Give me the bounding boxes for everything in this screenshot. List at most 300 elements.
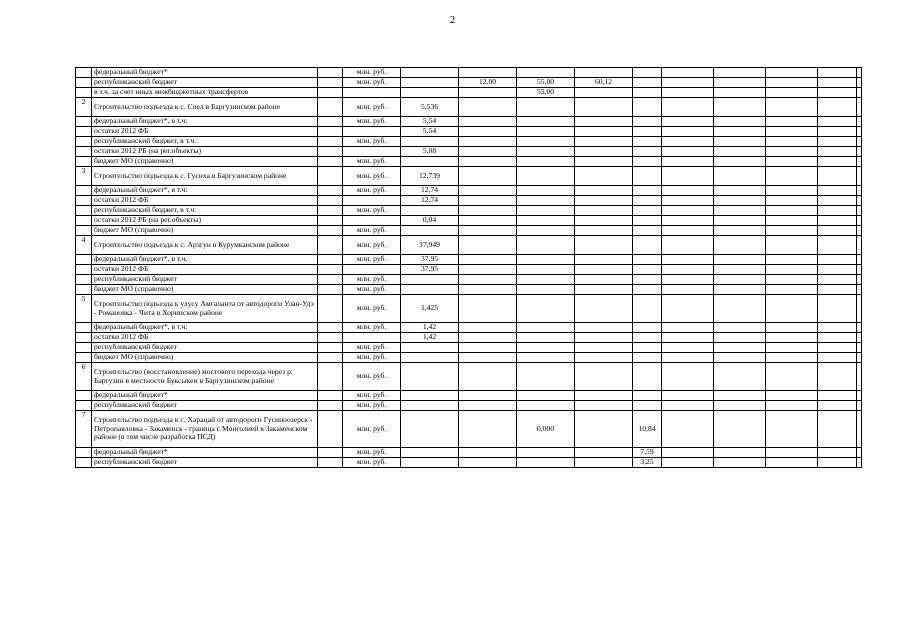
value-cell — [818, 157, 857, 167]
item-description: республиканский бюджет, в т.ч.: — [92, 137, 318, 147]
item-description: республиканский бюджет — [92, 343, 318, 353]
table-row — [76, 448, 862, 458]
value-cell — [766, 363, 818, 391]
value-cell — [459, 363, 517, 391]
value-cell — [818, 295, 857, 323]
row-number — [76, 186, 92, 196]
value-cell — [633, 127, 662, 137]
unit-cell: млн. руб. — [343, 117, 401, 127]
item-description: бюджет МО (справочно) — [92, 157, 318, 167]
value-cell — [714, 343, 766, 353]
row-number — [76, 157, 92, 167]
item-description: республиканский бюджет — [92, 78, 318, 88]
row-number: 6 — [76, 363, 92, 391]
value-cell — [714, 127, 766, 137]
blank-cell — [318, 255, 343, 265]
table-row — [76, 236, 862, 255]
table-row — [76, 265, 862, 275]
blank-cell — [318, 88, 343, 98]
value-cell — [662, 157, 714, 167]
blank-cell — [318, 196, 343, 206]
value-cell — [714, 391, 766, 401]
value-cell — [818, 343, 857, 353]
value-cell — [857, 391, 862, 401]
value-cell — [766, 68, 818, 78]
value-cell — [766, 323, 818, 333]
value-cell — [459, 186, 517, 196]
blank-cell — [318, 127, 343, 137]
value-cell — [459, 147, 517, 157]
row-number: 3 — [76, 167, 92, 186]
value-cell — [575, 216, 633, 226]
value-cell: 12,00 — [459, 78, 517, 88]
blank-cell — [318, 295, 343, 323]
value-cell — [714, 363, 766, 391]
value-cell — [517, 157, 575, 167]
value-cell — [633, 401, 662, 411]
row-number — [76, 216, 92, 226]
value-cell — [401, 88, 459, 98]
value-cell — [662, 147, 714, 157]
value-cell — [766, 458, 818, 468]
value-cell — [575, 448, 633, 458]
unit-cell: млн. руб. — [343, 391, 401, 401]
unit-cell: млн. руб. — [343, 98, 401, 117]
value-cell — [517, 275, 575, 285]
value-cell — [714, 226, 766, 236]
value-cell — [714, 206, 766, 216]
value-cell — [633, 285, 662, 295]
blank-cell — [318, 323, 343, 333]
item-description: федеральный бюджет*, в т.ч: — [92, 323, 318, 333]
value-cell — [714, 137, 766, 147]
blank-cell — [318, 117, 343, 127]
value-cell — [766, 196, 818, 206]
unit-cell: млн. руб. — [343, 343, 401, 353]
value-cell — [633, 68, 662, 78]
value-cell — [714, 147, 766, 157]
value-cell — [459, 127, 517, 137]
value-cell — [766, 353, 818, 363]
item-description: республиканский бюджет, в т.ч: — [92, 206, 318, 216]
blank-cell — [318, 401, 343, 411]
value-cell — [401, 353, 459, 363]
value-cell: 12,74 — [401, 186, 459, 196]
item-description: федеральный бюджет* — [92, 68, 318, 78]
value-cell — [575, 401, 633, 411]
value-cell — [459, 391, 517, 401]
value-cell — [459, 255, 517, 265]
value-cell: 37,95 — [401, 265, 459, 275]
value-cell — [714, 275, 766, 285]
value-cell — [662, 285, 714, 295]
value-cell — [766, 343, 818, 353]
value-cell — [818, 323, 857, 333]
value-cell — [766, 117, 818, 127]
item-description: бюджет МО (справочно) — [92, 285, 318, 295]
value-cell — [459, 343, 517, 353]
row-number — [76, 88, 92, 98]
value-cell — [575, 147, 633, 157]
value-cell — [401, 68, 459, 78]
value-cell: 0,04 — [401, 216, 459, 226]
value-cell — [633, 236, 662, 255]
value-cell — [857, 206, 862, 216]
value-cell — [818, 353, 857, 363]
value-cell — [459, 167, 517, 186]
item-description: Строительство (восстановление) мостового перехода через р. Баргузин в местности Буксыкен в Баргузинском районе — [92, 363, 318, 391]
row-number — [76, 265, 92, 275]
value-cell — [857, 265, 862, 275]
value-cell — [633, 147, 662, 157]
table-row — [76, 295, 862, 323]
value-cell — [766, 167, 818, 186]
value-cell — [818, 117, 857, 127]
value-cell — [633, 391, 662, 401]
blank-cell — [318, 353, 343, 363]
value-cell — [818, 448, 857, 458]
value-cell — [662, 323, 714, 333]
value-cell — [766, 147, 818, 157]
value-cell — [401, 343, 459, 353]
value-cell — [401, 78, 459, 88]
value-cell — [575, 167, 633, 186]
value-cell — [714, 458, 766, 468]
value-cell — [662, 78, 714, 88]
value-cell — [818, 411, 857, 448]
value-cell — [714, 323, 766, 333]
value-cell — [662, 391, 714, 401]
value-cell — [766, 333, 818, 343]
unit-cell: млн. руб. — [343, 157, 401, 167]
item-description: Строительство подъезда к с. Гусиха в Баргузинском районе — [92, 167, 318, 186]
value-cell — [714, 295, 766, 323]
row-number — [76, 137, 92, 147]
row-number: 4 — [76, 236, 92, 255]
value-cell — [857, 353, 862, 363]
row-number — [76, 127, 92, 137]
unit-cell: млн. руб. — [343, 255, 401, 265]
value-cell — [662, 88, 714, 98]
value-cell — [766, 137, 818, 147]
value-cell — [517, 196, 575, 206]
table-row — [76, 186, 862, 196]
value-cell — [459, 265, 517, 275]
value-cell — [857, 458, 862, 468]
value-cell: 0,000 — [517, 411, 575, 448]
value-cell — [662, 236, 714, 255]
value-cell — [517, 206, 575, 216]
value-cell — [401, 285, 459, 295]
value-cell — [517, 117, 575, 127]
value-cell: 60,12 — [575, 78, 633, 88]
value-cell — [459, 157, 517, 167]
value-cell — [766, 275, 818, 285]
value-cell — [818, 78, 857, 88]
table-row — [76, 363, 862, 391]
row-number — [76, 206, 92, 216]
value-cell — [459, 137, 517, 147]
value-cell — [459, 68, 517, 78]
unit-cell — [343, 333, 401, 343]
row-number: 2 — [76, 98, 92, 117]
value-cell — [857, 343, 862, 353]
value-cell — [857, 226, 862, 236]
value-cell — [714, 167, 766, 186]
value-cell — [662, 333, 714, 343]
value-cell — [633, 137, 662, 147]
value-cell — [766, 98, 818, 117]
value-cell — [818, 186, 857, 196]
value-cell — [857, 236, 862, 255]
item-description: остатки 2012 ФБ — [92, 333, 318, 343]
value-cell — [517, 353, 575, 363]
value-cell — [633, 98, 662, 117]
value-cell — [633, 275, 662, 285]
table-row — [76, 285, 862, 295]
value-cell — [517, 401, 575, 411]
unit-cell: млн. руб. — [343, 323, 401, 333]
value-cell — [633, 157, 662, 167]
row-number — [76, 275, 92, 285]
value-cell — [662, 137, 714, 147]
value-cell — [662, 275, 714, 285]
value-cell — [662, 127, 714, 137]
value-cell — [818, 363, 857, 391]
unit-cell: млн. руб. — [343, 448, 401, 458]
unit-cell: млн. руб. — [343, 401, 401, 411]
value-cell — [517, 147, 575, 157]
value-cell — [401, 391, 459, 401]
value-cell — [662, 196, 714, 206]
value-cell — [662, 68, 714, 78]
value-cell — [633, 216, 662, 226]
unit-cell — [343, 127, 401, 137]
value-cell — [401, 137, 459, 147]
value-cell — [517, 127, 575, 137]
value-cell — [401, 363, 459, 391]
value-cell — [818, 275, 857, 285]
value-cell — [766, 391, 818, 401]
blank-cell — [318, 157, 343, 167]
value-cell — [517, 255, 575, 265]
unit-cell: млн. руб. — [343, 275, 401, 285]
value-cell — [401, 448, 459, 458]
value-cell — [662, 117, 714, 127]
item-description: Строительство подъезда к с. Харацай от автодороги Гусиноозерск - Петропавловка - Закаменск - граница с Монголией в Закаменском районе (в том числе разработка ПСД) — [92, 411, 318, 448]
value-cell — [575, 391, 633, 401]
row-number — [76, 333, 92, 343]
blank-cell — [318, 226, 343, 236]
value-cell — [662, 265, 714, 275]
value-cell — [857, 147, 862, 157]
value-cell — [517, 167, 575, 186]
row-number — [76, 147, 92, 157]
row-number — [76, 323, 92, 333]
value-cell — [818, 206, 857, 216]
value-cell — [714, 285, 766, 295]
row-number: 7 — [76, 411, 92, 448]
value-cell — [517, 226, 575, 236]
unit-cell: млн. руб. — [343, 137, 401, 147]
table-row — [76, 78, 862, 88]
value-cell — [575, 285, 633, 295]
value-cell — [714, 157, 766, 167]
row-number — [76, 196, 92, 206]
value-cell — [818, 236, 857, 255]
value-cell — [857, 275, 862, 285]
item-description: федеральный бюджет*, в т.ч: — [92, 186, 318, 196]
value-cell — [766, 127, 818, 137]
table-row — [76, 343, 862, 353]
value-cell — [575, 68, 633, 78]
unit-cell: млн. руб. — [343, 226, 401, 236]
row-number — [76, 343, 92, 353]
blank-cell — [318, 391, 343, 401]
unit-cell: млн. руб. — [343, 353, 401, 363]
row-number — [76, 448, 92, 458]
value-cell — [575, 98, 633, 117]
value-cell — [818, 98, 857, 117]
value-cell: 5,54 — [401, 117, 459, 127]
value-cell — [459, 216, 517, 226]
table-row — [76, 68, 862, 78]
value-cell — [714, 333, 766, 343]
table-row — [76, 401, 862, 411]
value-cell — [575, 196, 633, 206]
value-cell — [517, 323, 575, 333]
value-cell — [857, 127, 862, 137]
value-cell — [517, 265, 575, 275]
table-row — [76, 137, 862, 147]
value-cell — [857, 98, 862, 117]
value-cell — [633, 226, 662, 236]
value-cell — [818, 167, 857, 186]
unit-cell: млн. руб. — [343, 363, 401, 391]
value-cell — [857, 78, 862, 88]
value-cell — [517, 363, 575, 391]
value-cell — [857, 196, 862, 206]
blank-cell — [318, 147, 343, 157]
value-cell — [766, 411, 818, 448]
item-description: федеральный бюджет*, в т.ч: — [92, 117, 318, 127]
value-cell — [857, 68, 862, 78]
value-cell — [575, 353, 633, 363]
item-description: федеральный бюджет* — [92, 391, 318, 401]
value-cell — [857, 216, 862, 226]
value-cell — [662, 343, 714, 353]
value-cell — [633, 343, 662, 353]
value-cell — [401, 226, 459, 236]
value-cell — [766, 88, 818, 98]
blank-cell — [318, 458, 343, 468]
value-cell — [857, 137, 862, 147]
value-cell — [714, 186, 766, 196]
unit-cell — [343, 147, 401, 157]
value-cell: 12,74 — [401, 196, 459, 206]
value-cell — [517, 285, 575, 295]
table-row — [76, 147, 862, 157]
value-cell — [575, 186, 633, 196]
blank-cell — [318, 216, 343, 226]
page-number: 2 — [449, 14, 456, 26]
blank-cell — [318, 68, 343, 78]
value-cell — [575, 458, 633, 468]
value-cell — [857, 167, 862, 186]
blank-cell — [318, 265, 343, 275]
value-cell — [633, 265, 662, 275]
table-row — [76, 216, 862, 226]
value-cell — [633, 196, 662, 206]
value-cell — [818, 68, 857, 78]
row-number — [76, 391, 92, 401]
value-cell — [857, 157, 862, 167]
item-description: республиканский бюджет — [92, 458, 318, 468]
value-cell — [714, 117, 766, 127]
value-cell: 37,949 — [401, 236, 459, 255]
blank-cell — [318, 236, 343, 255]
unit-cell — [343, 88, 401, 98]
blank-cell — [318, 285, 343, 295]
value-cell — [714, 68, 766, 78]
row-number — [76, 285, 92, 295]
value-cell — [818, 88, 857, 98]
value-cell — [662, 295, 714, 323]
table-row — [76, 117, 862, 127]
value-cell: 3,25 — [633, 458, 662, 468]
unit-cell: млн. руб. — [343, 206, 401, 216]
blank-cell — [318, 167, 343, 186]
blank-cell — [318, 411, 343, 448]
table-row — [76, 391, 862, 401]
value-cell — [401, 157, 459, 167]
blank-cell — [318, 78, 343, 88]
item-description: бюджет МО (справочно) — [92, 226, 318, 236]
value-cell — [459, 206, 517, 216]
value-cell — [459, 295, 517, 323]
value-cell — [818, 255, 857, 265]
item-description: Строительство подъезда к с. Арзгун в Курумканском районе — [92, 236, 318, 255]
value-cell — [818, 216, 857, 226]
value-cell — [459, 117, 517, 127]
value-cell — [857, 117, 862, 127]
table-row — [76, 196, 862, 206]
value-cell: 10,84 — [633, 411, 662, 448]
item-description: Строительство подъезда к улусу Амгаланта от автодороги Улан-Удэ - Романовка - Чита в Хоринском районе — [92, 295, 318, 323]
blank-cell — [318, 343, 343, 353]
value-cell — [401, 411, 459, 448]
table-row — [76, 167, 862, 186]
value-cell — [662, 226, 714, 236]
blank-cell — [318, 206, 343, 216]
value-cell — [714, 255, 766, 265]
value-cell — [401, 275, 459, 285]
table-row — [76, 206, 862, 216]
value-cell — [401, 401, 459, 411]
value-cell — [633, 78, 662, 88]
value-cell — [766, 186, 818, 196]
row-number — [76, 78, 92, 88]
value-cell — [459, 458, 517, 468]
value-cell — [662, 458, 714, 468]
table-row — [76, 333, 862, 343]
value-cell — [575, 117, 633, 127]
value-cell — [714, 88, 766, 98]
table-row — [76, 127, 862, 137]
blank-cell — [318, 363, 343, 391]
value-cell — [857, 401, 862, 411]
value-cell — [633, 323, 662, 333]
